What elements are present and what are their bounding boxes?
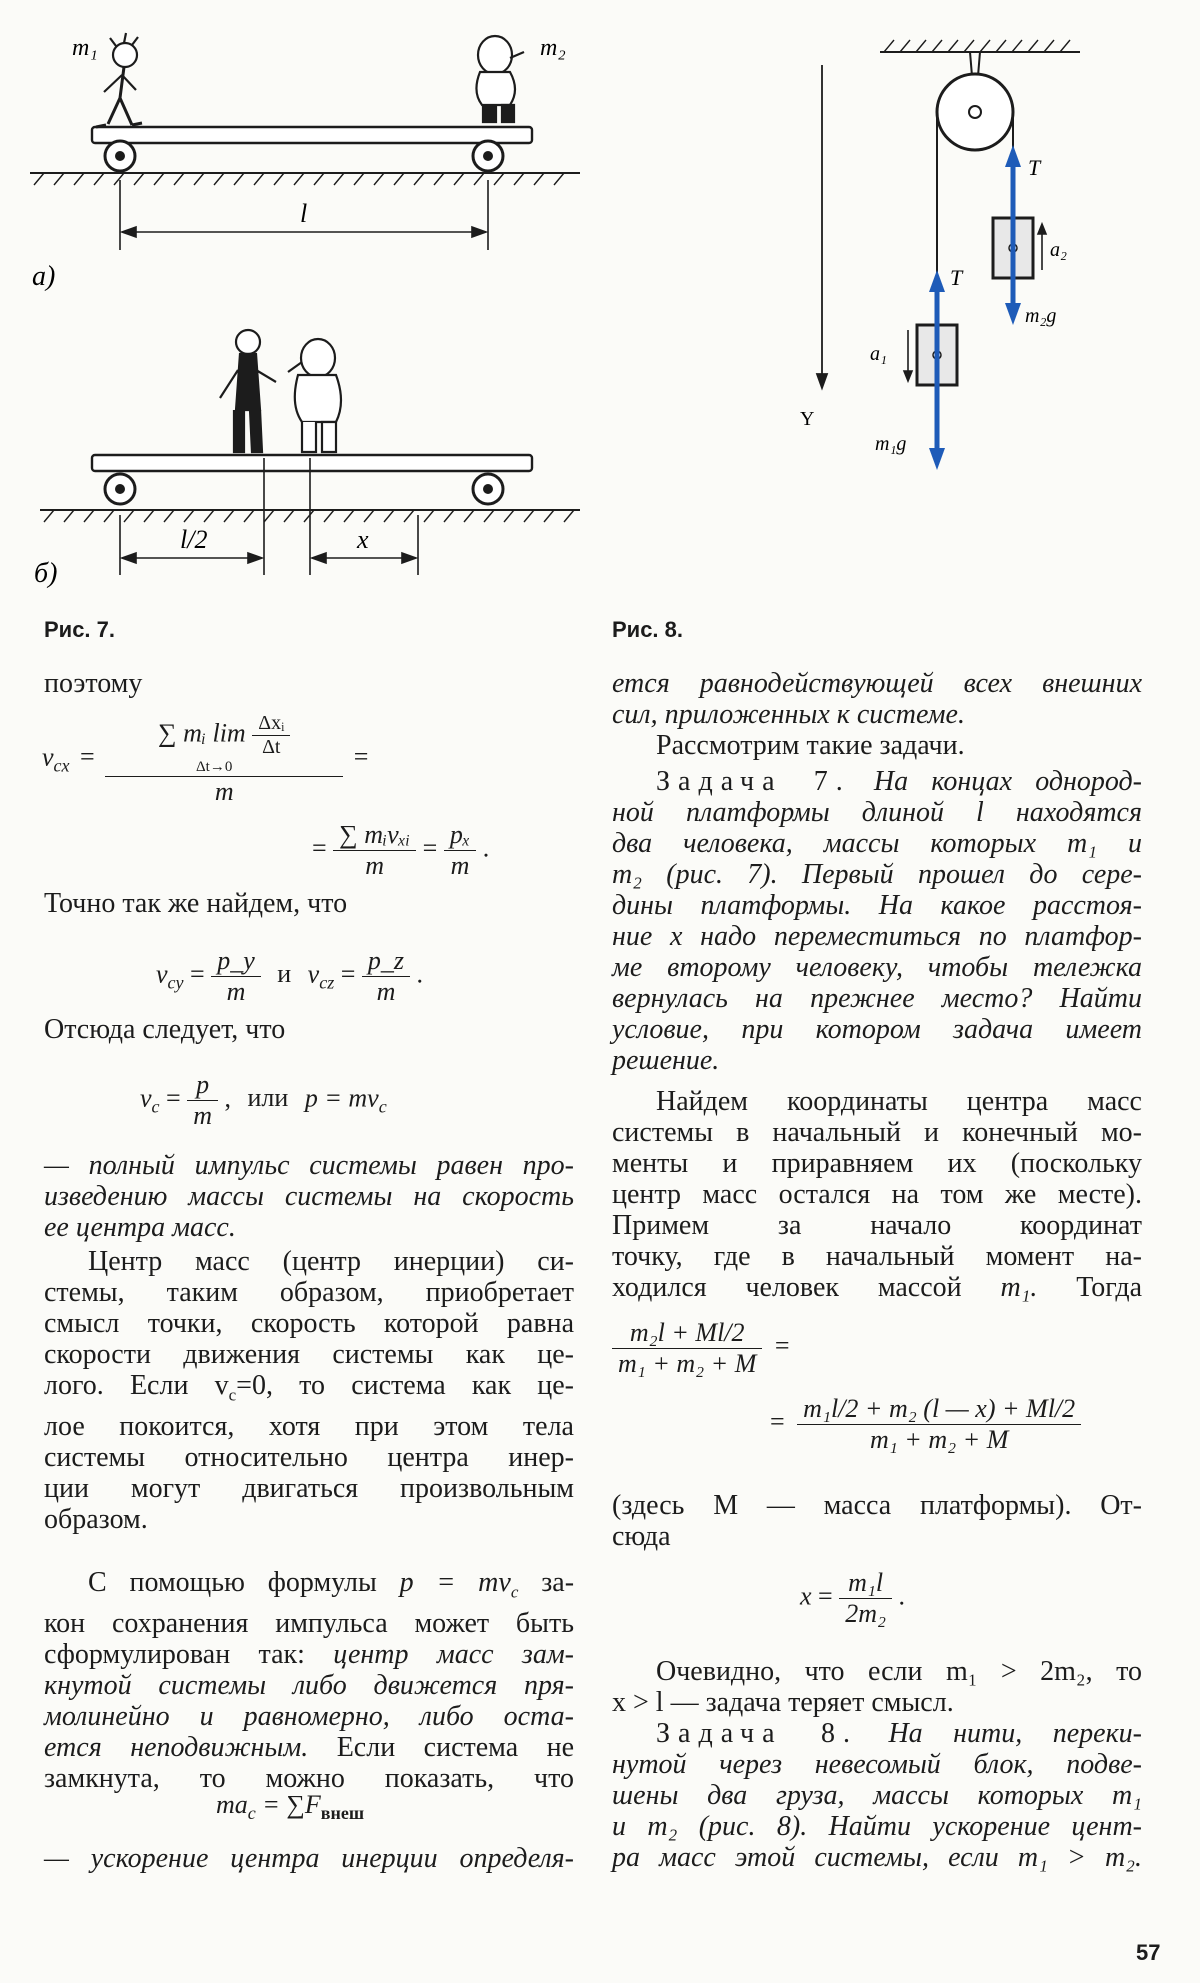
fig7a-panel-label: а) [32, 261, 56, 292]
text-potomu: поэтому [44, 668, 143, 699]
fig7b-x-label: x [357, 525, 369, 554]
fig8-a2-label: a₂ [1050, 239, 1067, 261]
fig8-y-axis [817, 65, 827, 388]
figure-8 [760, 30, 1100, 590]
solution-7-cont: (здесь M — масса платформы). От- сюда [612, 1490, 1142, 1552]
fig7b-person-m2 [288, 339, 341, 452]
problem-7: Задача 7. На концах однород- ной платформы длиной l находятся два человека, массы которых m₁ и m₂ (рис. 7). Первый прошел до сере- дины платформы. На какое расстоя- ние x надо переместиться по платфор- ме второму человеку, чтобы тележка вернулась на прежнее место? Найти условие, при котором задача имеет решение. [612, 766, 1142, 1076]
fig8-axis-label: Y [800, 408, 815, 430]
fig7a-m1-label: m₁ [72, 35, 98, 61]
formula-momentum: $v_c$ = $\frac{p}{m}$ , или $p = mv_c$ [140, 1070, 387, 1130]
text-otsyuda-sleduet: Отсюда следует, что [44, 1014, 286, 1045]
fig8-a1-label: a₁ [870, 343, 887, 365]
formula-com-final: = $\frac{\text{m₁l/2 + m₂ (l — x) + Ml/2}}{\text{m₁ + m₂ + M}}$ [770, 1394, 1081, 1455]
fig7b-half-label: l/2 [180, 525, 208, 554]
solution-7: Найдем координаты центра масс системы в начальный и конечный мо- менты и приравняем их (поскольку центр масс остался на том же месте). Примем за начало координат точку, где в начальный момент на- ходился человек массой m₁. Тогда [612, 1086, 1142, 1303]
fig7a-person-m2 [476, 36, 524, 122]
formula-com-initial: $\frac{\text{m₂l + Ml/2}}{\text{m₁ + m₂ + M}}$ = [612, 1318, 790, 1379]
problem-8: Задача 8. На нити, переки- нутой через невесомый блок, подве- шены два груза, массы которых m₁ и m₂ (рис. 8). Найти ускорение цент- ра масс этой системы, если m₁ > m₂. [612, 1718, 1142, 1873]
fig8-force-arrows [929, 145, 1021, 470]
fig7b-person-m1 [220, 330, 276, 452]
fig8-caption: Рис. 8. [612, 617, 684, 642]
fig7a-person-m1 [96, 33, 142, 127]
page-number: 57 [1136, 1940, 1161, 1965]
fig8-m1g-label: m₁g [875, 433, 907, 455]
fig7a-ground [30, 173, 580, 185]
fig7b-dimension-half [120, 458, 264, 575]
fig7a-m2-label: m₂ [540, 35, 566, 61]
fig8-T-upper: T [1028, 155, 1041, 180]
fig8-m2g-label: m₂g [1025, 305, 1057, 327]
formula-vcx-result: = $\frac{\text{∑ mᵢvₓᵢ}}{m}$ = $\frac{\text{pₓ}}{m}$ . [312, 820, 490, 880]
formula-vcy-vcz: $v_{cy}$ = $\frac{p\_y}{m}$ и $v_{cz}$ = $\frac{p\_z}{m}$ . [156, 946, 424, 1006]
text-tochno-tak: Точно так же найдем, что [44, 888, 348, 919]
right-column-text-top: ется равнодействующей всех внешних сил, приложенных к системе. Рассмотрим такие задачи. [612, 668, 1142, 761]
paragraph-center-of-mass: Центр масс (центр инерции) си- стемы, таким образом, приобретает смысл точки, скорость которой равна скорости движения системы как це- лого. Если $v_c=0$, то система как це- лое покоится, хотя при этом тела системы относительно центра инер- ции могут двигаться произвольным образом. [44, 1246, 574, 1535]
fig8-T-lower: T [950, 265, 963, 290]
fig7b-panel-label: б) [34, 558, 58, 589]
fig7b-platform [92, 455, 532, 504]
fig7a-l-label: l [300, 199, 308, 228]
fig8-pulley [937, 74, 1013, 150]
fig7-caption: Рис. 7. [44, 617, 116, 642]
fig7a-platform [92, 127, 532, 171]
fig7b-dimension-x [310, 458, 418, 575]
paragraph-full-momentum: — полный импульс системы равен про- изведению массы системы на скорость ее центра масс. [44, 1150, 574, 1243]
figure-7 [20, 10, 600, 590]
paragraph-conservation-law: С помощью формулы $p = mv_c$ за- кон сохранения импульса может быть сформулирован так: центр масс зам- кнутой системы либо движется пря- молинейно и равномерно, либо оста- ется неподвижным. Если система не замкнута, то можно показать, что [44, 1567, 575, 1794]
solution-7-condition: Очевидно, что если m₁ > 2m₂, то x > l — задача теряет смысл. [612, 1656, 1142, 1718]
formula-x-result: x = $\frac{\text{m₁l}}{\text{2m₂}}$ . [800, 1568, 906, 1628]
formula-acceleration-com: $ma_c = \sum F_{внеш}$ [216, 1790, 365, 1824]
paragraph-acceleration-def: — ускорение центра инерции определя- [44, 1843, 574, 1874]
formula-vcx-limit: $v_{cx}$ = ∑ mᵢ lim $\frac{\text{Δxᵢ}}{\Delta t}$ Δt→0 m = [42, 712, 369, 806]
